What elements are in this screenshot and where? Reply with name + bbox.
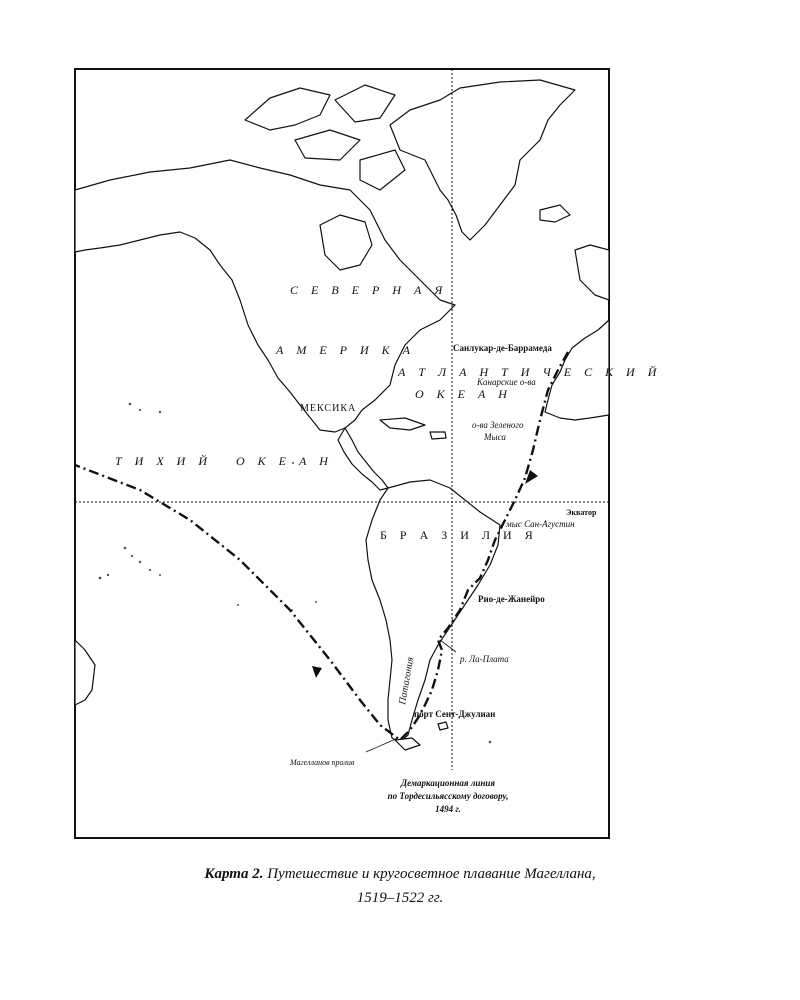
label-mexico: МЕКСИКА [300, 403, 357, 414]
caption-years: 1519–1522 гг. [356, 890, 444, 906]
label-atlantic-2: О К Е А Н [415, 387, 512, 401]
label-patagonia: Патагония [397, 656, 417, 706]
route-arrow-pacific [312, 666, 322, 678]
landmass-group [75, 80, 609, 750]
label-rio: Рио-де-Жанейро [478, 594, 545, 604]
strait-pointer [366, 738, 398, 752]
new-zealand-fragment [75, 640, 95, 705]
label-san-julian: порт Сент-Джулиан [414, 709, 496, 719]
iceland-landmass [540, 205, 570, 222]
label-north-america-2: А М Е Р И К А [276, 343, 415, 357]
label-brazil: Б Р А З И Л И Я [380, 528, 538, 542]
caption-text: Путешествие и кругосветное плавание Магеллана, [267, 866, 596, 882]
label-cape-verde-2: Мыса [484, 432, 506, 442]
label-magellan-strait: Магелланов пролив [290, 758, 355, 767]
label-cape-verde-1: о-ва Зеленого [472, 420, 524, 430]
demarcation-line-3: 1494 г. [435, 804, 461, 814]
label-equator: Экватор [566, 508, 597, 517]
label-sanlucar: Санлукар-де-Баррамеда [453, 343, 552, 353]
falkland-islands [438, 722, 448, 730]
south-america-landmass [366, 480, 500, 742]
label-cape-augustin: мыс Сан-Агустин [506, 519, 575, 529]
caribbean-islands [380, 418, 446, 439]
tierra-del-fuego [395, 738, 420, 750]
caption-label: Карта 2. [204, 866, 264, 882]
central-america-landmass [338, 428, 388, 490]
europe-fragment [575, 245, 609, 300]
label-north-america-1: С Е В Е Р Н А Я [290, 283, 448, 297]
label-atlantic-1: А Т Л А Н Т И Ч Е С К И Й [398, 365, 662, 379]
map-caption [120, 862, 680, 910]
label-pacific: Т И Х И Й О К Е А Н [115, 454, 333, 468]
la-plata-pointer [440, 640, 456, 652]
demarcation-line-1: Демаркационная линия [400, 778, 496, 788]
caption-line-1 [120, 862, 680, 886]
label-la-plata: р. Ла-Плата [460, 654, 509, 664]
label-canary: Канарские о-ва [477, 377, 536, 387]
demarcation-line-2: по Тордесильясскому договору, [387, 791, 509, 801]
